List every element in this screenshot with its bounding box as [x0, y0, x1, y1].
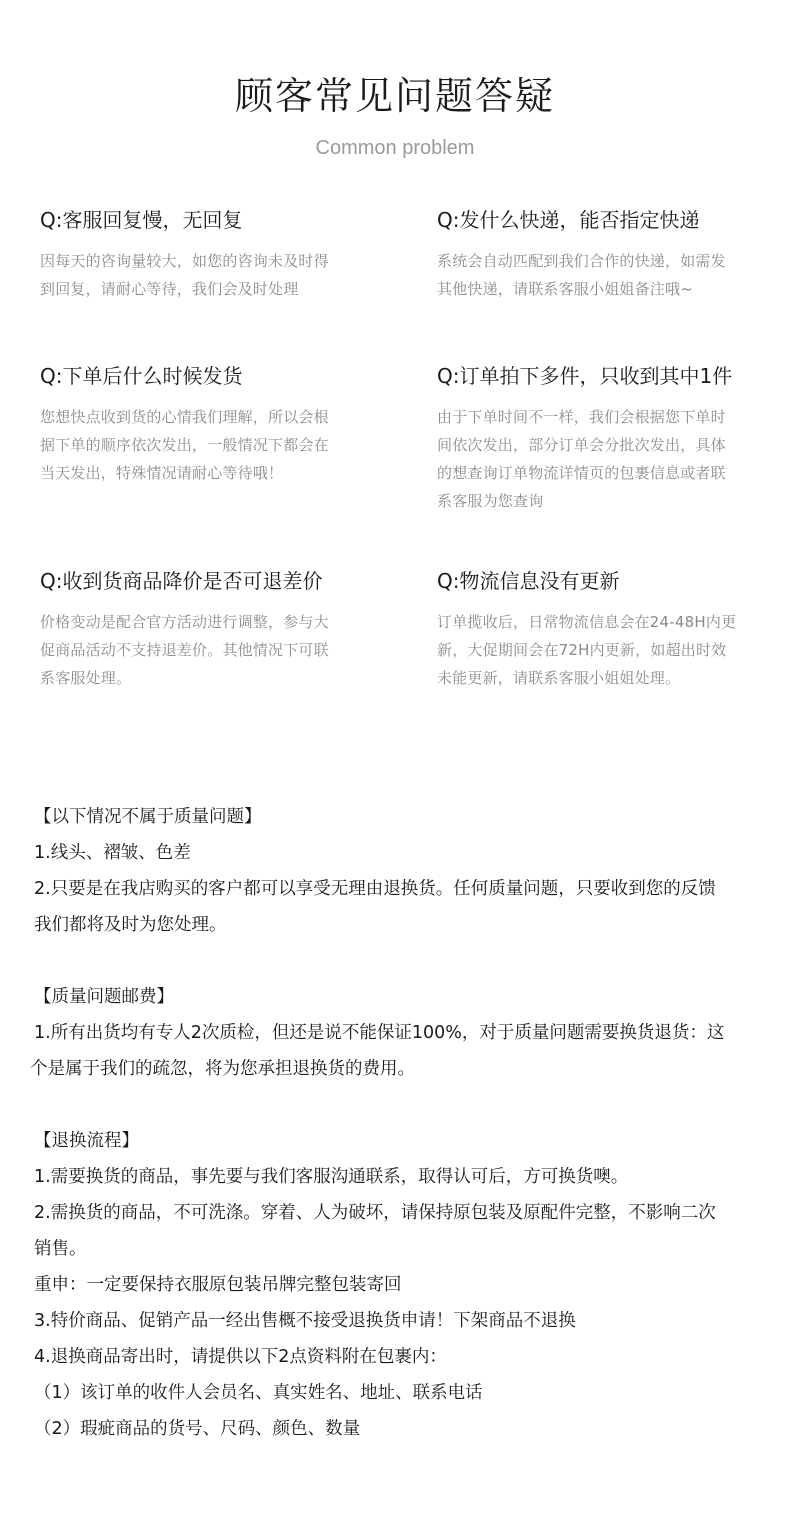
faq-answer: 系统会自动匹配到我们合作的快递，如需发其他快递，请联系客服小姐姐备注哦~	[437, 252, 726, 298]
faq-item	[437, 361, 777, 515]
faq-item	[40, 205, 380, 303]
policy-line: 销售。	[34, 1239, 87, 1259]
policy-line: 4.退换商品寄出时，请提供以下2点资料附在包裹内：	[34, 1347, 447, 1367]
quality-heading: 【以下情况不属于质量问题】	[34, 807, 262, 827]
policy-line: 1.需要换货的商品，事先要与我们客服沟通联系，取得认可后，方可换货噢。	[34, 1167, 629, 1187]
faq-item	[437, 566, 777, 692]
policy-line: 2.只要是在我店购买的客户都可以享受无理由退换货。任何质量问题，只要收到您的反馈	[34, 879, 716, 899]
policy-line: 2.需换货的商品，不可洗涤。穿着、人为破坏，请保持原包装及原配件完整，不影响二次	[34, 1203, 716, 1223]
process-heading: 【退换流程】	[34, 1131, 139, 1151]
faq-question: Q:订单拍下多件，只收到其中1件	[437, 364, 733, 388]
page-subtitle: Common problem	[315, 137, 475, 159]
policy-line: 个是属于我们的疏忽，将为您承担退换货的费用。	[30, 1059, 415, 1079]
postage-heading: 【质量问题邮费】	[34, 987, 174, 1007]
faq-answer: 因每天的咨询量较大，如您的咨询未及时得到回复，请耐心等待，我们会及时处理	[40, 252, 329, 298]
faq-question: Q:下单后什么时候发货	[40, 364, 243, 388]
faq-answer: 您想快点收到货的心情我们理解，所以会根据下单的顺序依次发出，一般情况下都会在当天发出，特殊情况请耐心等待哦！	[40, 408, 329, 482]
policy-subline: （1）该订单的收件人会员名、真实姓名、地址、联系电话	[34, 1383, 483, 1403]
faq-question: Q:发什么快递，能否指定快递	[437, 208, 700, 232]
faq-answer: 订单揽收后，日常物流信息会在24-48H内更新，大促期间会在72H内更新，如超出时效未能更新，请联系客服小姐姐处理。	[437, 613, 737, 687]
policy-note: 重申：一定要保持衣服原包装吊牌完整包装寄回	[34, 1275, 402, 1295]
faq-question: Q:客服回复慢，无回复	[40, 208, 243, 232]
spacer	[34, 943, 749, 979]
policy-section	[30, 799, 749, 1447]
faq-question: Q:收到货商品降价是否可退差价	[40, 569, 323, 593]
faq-item	[40, 361, 380, 487]
faq-answer: 价格变动是配合官方活动进行调整，参与大促商品活动不支持退差价。其他情况下可联系客服处理。	[40, 613, 329, 687]
policy-line: 1.线头、褶皱、色差	[34, 843, 191, 863]
faq-question: Q:物流信息没有更新	[437, 569, 620, 593]
policy-line: 1.所有出货均有专人2次质检，但还是说不能保证100%，对于质量问题需要换货退货：这	[34, 1023, 725, 1043]
spacer	[34, 1087, 749, 1123]
faq-item	[437, 205, 777, 303]
policy-subline: （2）瑕疵商品的货号、尺码、颜色、数量	[34, 1419, 361, 1439]
faq-item	[40, 566, 380, 692]
page-title: 顾客常见问题答疑	[234, 74, 555, 118]
policy-line: 3.特价商品、促销产品一经出售概不接受退换货申请！下架商品不退换	[34, 1311, 576, 1331]
policy-line: 我们都将及时为您处理。	[34, 915, 227, 935]
faq-answer: 由于下单时间不一样，我们会根据您下单时间依次发出，部分订单会分批次发出，具体的想查询订单物流详情页的包裹信息或者联系客服为您查询	[437, 408, 726, 510]
